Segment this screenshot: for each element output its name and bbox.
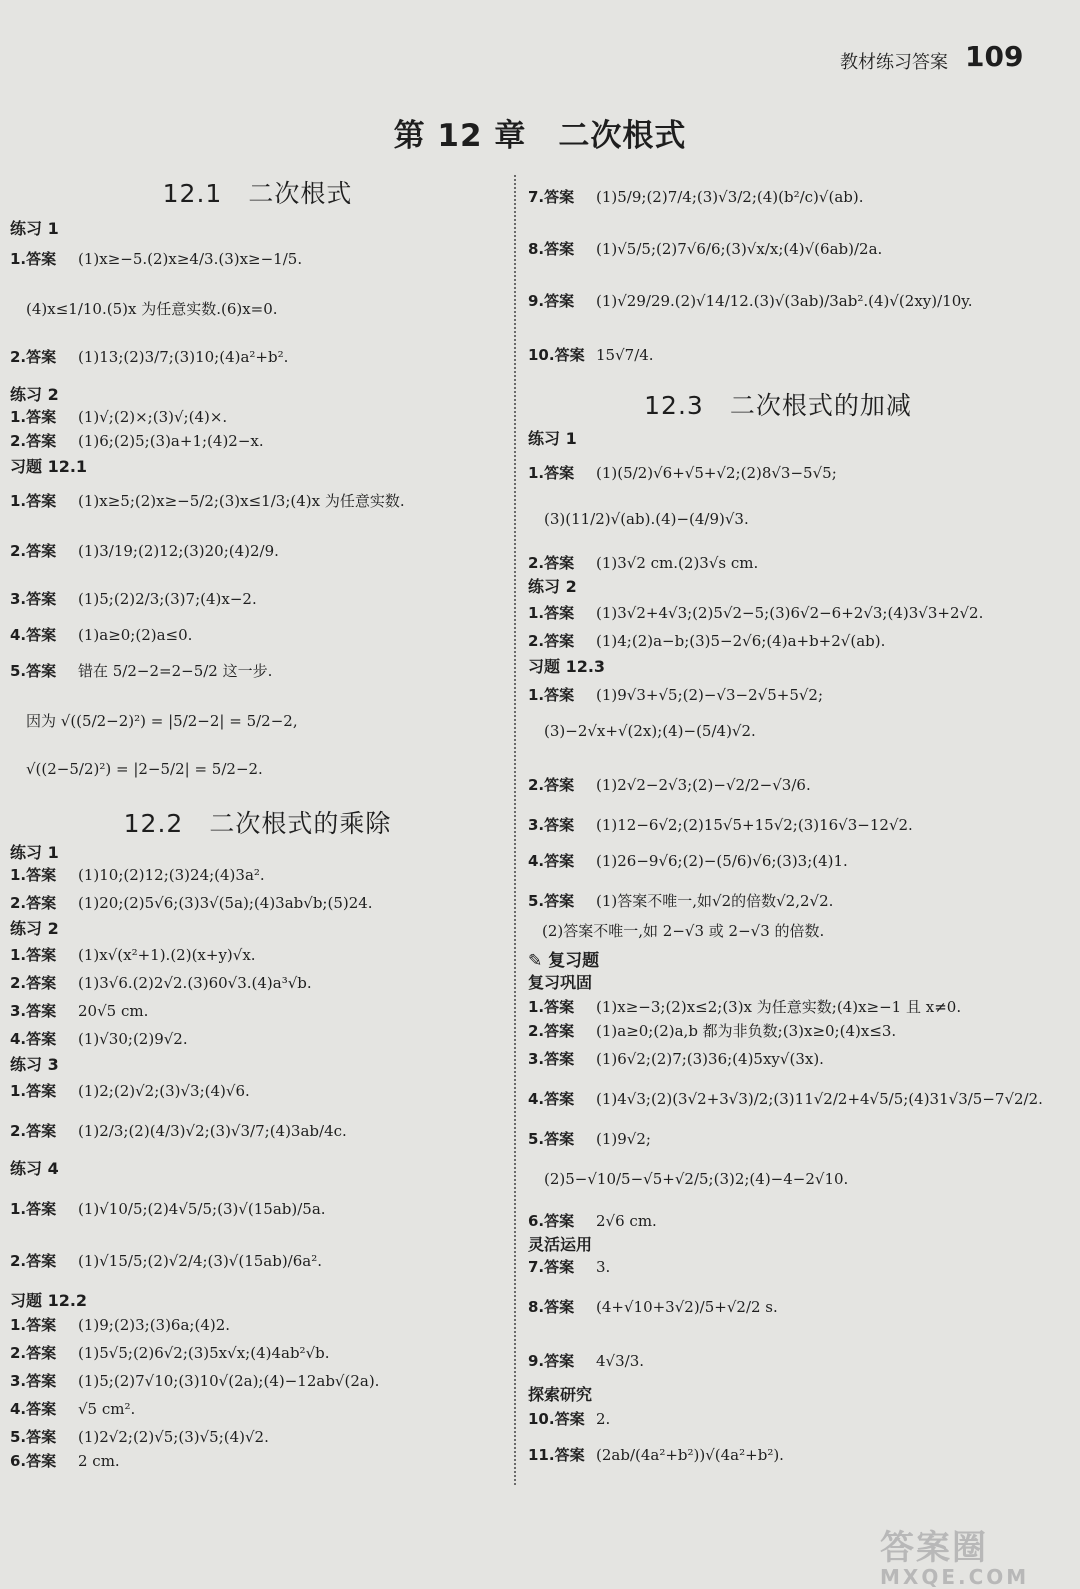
answer-continuation: 因为 √((5/2−2)²) = |5/2−2| = 5/2−2, [26,712,298,730]
answer-row: 8.答案 (1)√5/5;(2)7√6/6;(3)√x/x;(4)√(6ab)/2a. [528,240,883,258]
pencil-icon: ✎ [528,951,543,971]
exercise-heading: 练习 3 [10,1055,59,1074]
answer-continuation: (2)5−√10/5−√5+√2/5;(3)2;(4)−4−2√10. [544,1170,849,1188]
answer-row: 5.答案 (1)2√2;(2)√5;(3)√5;(4)√2. [10,1428,269,1446]
group-heading: 灵活运用 [528,1235,593,1254]
answer-continuation: (4)x≤1/10.(5)x 为任意实数.(6)x=0. [26,300,278,318]
group-heading: 探索研究 [528,1385,593,1404]
answer-row: 1.答案 (1)x≥5;(2)x≥−5/2;(3)x≤1/3;(4)x 为任意实数. [10,492,405,510]
answer-row: 2.答案 (1)6;(2)5;(3)a+1;(4)2−x. [10,432,264,450]
exercise-heading: 练习 2 [10,919,59,938]
problem-set-heading: 习题 12.2 [10,1291,88,1310]
watermark-logo: 答案圈 MXQE.COM [880,1528,1030,1589]
answer-row: 1.答案 (1)√10/5;(2)4√5/5;(3)√(15ab)/5a. [10,1200,326,1218]
answer-row: 8.答案 (4+√10+3√2)/5+√2/2 s. [528,1298,778,1316]
answer-row: 2.答案 (1)√15/5;(2)√2/4;(3)√(15ab)/6a². [10,1252,323,1270]
answer-row: 6.答案 2√6 cm. [528,1212,657,1230]
answer-row: 1.答案 (1)x√(x²+1).(2)(x+y)√x. [10,946,256,964]
answer-continuation: √((2−5/2)²) = |2−5/2| = 5/2−2. [26,760,263,778]
answer-row: 2.答案 (1)a≥0;(2)a,b 都为非负数;(3)x≥0;(4)x≤3. [528,1022,897,1040]
answer-row: 5.答案 错在 5/2−2=2−5/2 这一步. [10,662,273,680]
answer-row: 3.答案 (1)5;(2)7√10;(3)10√(2a);(4)−12ab√(2a). [10,1372,380,1390]
problem-set-heading: 习题 12.3 [528,657,606,676]
answer-row: 5.答案 (1)答案不唯一,如√2的倍数√2,2√2. [528,892,834,910]
answer-row: 1.答案 (1)√;(2)×;(3)√;(4)×. [10,408,228,426]
exercise-heading: 练习 1 [10,843,59,862]
answer-row: 1.答案 (1)9;(2)3;(3)6a;(4)2. [10,1316,231,1334]
answer-row: 1.答案 (1)9√3+√5;(2)−√3−2√5+5√2; [528,686,824,704]
answer-row: 1.答案 (1)3√2+4√3;(2)5√2−5;(3)6√2−6+2√3;(4)3√3+2√2. [528,604,984,622]
answer-row: 2.答案 (1)2/3;(2)(4/3)√2;(3)√3/7;(4)3ab/4c. [10,1122,347,1140]
answer-row: 2.答案 (1)2√2−2√3;(2)−√2/2−√3/6. [528,776,811,794]
answer-row: 6.答案 2 cm. [10,1452,120,1470]
answer-continuation: (3)(11/2)√(ab).(4)−(4/9)√3. [544,510,749,528]
answer-row: 2.答案 (1)3√2 cm.(2)3√s cm. [528,554,759,572]
answer-row: 1.答案 (1)(5/2)√6+√5+√2;(2)8√3−5√5; [528,464,837,482]
answer-row: 3.答案 20√5 cm. [10,1002,149,1020]
answer-row: 7.答案 3. [528,1258,611,1276]
answer-row: 9.答案 (1)√29/29.(2)√14/12.(3)√(3ab)/3ab².(4)√(2xy)/10y. [528,292,973,310]
answer-row: 1.答案 (1)2;(2)√2;(3)√3;(4)√6. [10,1082,250,1100]
section-title-12-2: 12.2 二次根式的乘除 [123,809,392,838]
answer-row: 9.答案 4√3/3. [528,1352,645,1370]
page-number: 109 [965,40,1024,73]
group-heading: 复习巩固 [528,973,593,992]
answer-row: 11.答案 (2ab/(4a²+b²))√(4a²+b²). [528,1446,784,1464]
answer-row: 3.答案 (1)5;(2)2/3;(3)7;(4)x−2. [10,590,257,608]
answer-row: 4.答案 (1)4√3;(2)(3√2+3√3)/2;(3)11√2/2+4√5/5;(4)31√3/5−7√2/2. [528,1090,1043,1108]
answer-row: 3.答案 (1)12−6√2;(2)15√5+15√2;(3)16√3−12√2. [528,816,913,834]
answer-row: 5.答案 (1)9√2; [528,1130,651,1148]
answer-row: 1.答案 (1)x≥−5.(2)x≥4/3.(3)x≥−1/5. [10,250,303,268]
section-title-12-3: 12.3 二次根式的加减 [644,391,912,420]
exercise-heading: 练习 4 [10,1159,59,1178]
answer-row: 4.答案 (1)√30;(2)9√2. [10,1030,188,1048]
answer-row: 4.答案 (1)a≥0;(2)a≤0. [10,626,193,644]
exercise-heading: 练习 2 [528,577,577,596]
answer-row: 2.答案 (1)13;(2)3/7;(3)10;(4)a²+b². [10,348,289,366]
answer-row: 1.答案 (1)10;(2)12;(3)24;(4)3a². [10,866,265,884]
answer-row: 4.答案 √5 cm². [10,1400,136,1418]
problem-set-heading: 习题 12.1 [10,457,88,476]
review-title: ✎ 复习题 [528,951,600,971]
section-title-12-1: 12.1 二次根式 [162,179,353,208]
answer-continuation: (2)答案不唯一,如 2−√3 或 2−√3 的倍数. [542,922,825,940]
answer-row: 7.答案 (1)5/9;(2)7/4;(3)√3/2;(4)(b²/c)√(ab). [528,188,864,206]
exercise-heading: 练习 2 [10,385,59,404]
chapter-title: 第 12 章 二次根式 [393,118,687,154]
answer-row: 2.答案 (1)3√6.(2)2√2.(3)60√3.(4)a³√b. [10,974,312,992]
exercise-heading: 练习 1 [528,429,577,448]
answer-row: 1.答案 (1)x≥−3;(2)x≤2;(3)x 为任意实数;(4)x≥−1 且 x≠0. [528,998,962,1016]
header-label: 教材练习答案 [840,52,948,73]
answer-continuation: (3)−2√x+√(2x);(4)−(5/4)√2. [544,722,756,740]
column-divider [514,175,516,1485]
answer-row: 2.答案 (1)4;(2)a−b;(3)5−2√6;(4)a+b+2√(ab). [528,632,886,650]
answer-row: 10.答案 2. [528,1410,611,1428]
answer-row: 2.答案 (1)20;(2)5√6;(3)3√(5a);(4)3ab√b;(5)24. [10,894,373,912]
answer-row: 3.答案 (1)6√2;(2)7;(3)36;(4)5xy√(3x). [528,1050,824,1068]
exercise-heading: 练习 1 [10,219,59,238]
answer-row: 2.答案 (1)5√5;(2)6√2;(3)5x√x;(4)4ab²√b. [10,1344,330,1362]
answer-row: 2.答案 (1)3/19;(2)12;(3)20;(4)2/9. [10,542,279,560]
answer-row: 10.答案 15√7/4. [528,346,654,364]
answer-row: 4.答案 (1)26−9√6;(2)−(5/6)√6;(3)3;(4)1. [528,852,848,870]
